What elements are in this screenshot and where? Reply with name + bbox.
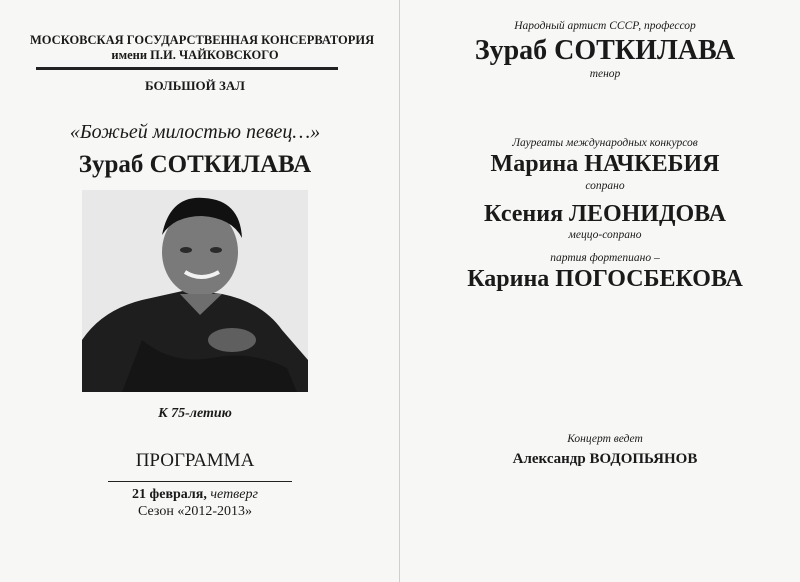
singer-photo (82, 190, 308, 392)
performer2-voice: меццо-сопрано (568, 229, 642, 241)
date-weekday: четверг (206, 487, 258, 502)
singer-title: Народный артист СССР, профессор (514, 20, 696, 32)
singer-name-right: Зураб СОТКИЛАВА (474, 35, 736, 66)
performer1-name: Марина НАЧКЕБИЯ (490, 151, 720, 177)
pianist-name: Карина ПОГОСБЕКОВА (467, 266, 743, 292)
institution-line1: МОСКОВСКАЯ ГОСУДАРСТВЕННАЯ КОНСЕРВАТОРИЯ (30, 33, 375, 47)
season: Сезон «2012-2013» (138, 504, 252, 519)
hall-name: БОЛЬШОЙ ЗАЛ (145, 78, 245, 93)
performer1-voice: сопрано (585, 180, 625, 192)
host-label: Концерт ведет (567, 433, 643, 445)
program-heading: ПРОГРАММА (135, 450, 255, 471)
concert-date (30, 487, 360, 503)
piano-part-label: партия фортепиано – (550, 252, 660, 264)
anniversary-note: К 75-летию (158, 406, 232, 421)
performer2-name: Ксения ЛЕОНИДОВА (484, 201, 726, 227)
institution-line2: имени П.И. ЧАЙКОВСКОГО (111, 48, 279, 62)
singer-voice: тенор (589, 68, 621, 80)
concert-quote: «Божьей милостью певец…» (69, 121, 321, 143)
right-page (400, 0, 800, 582)
date-rule (108, 481, 292, 482)
singer-name: Зураб СОТКИЛАВА (78, 151, 312, 178)
date-day: 21 февраля, (132, 487, 207, 502)
host-name: Александр ВОДОПЬЯНОВ (512, 451, 698, 467)
header-rule (36, 67, 338, 70)
laureates-label: Лауреаты международных конкурсов (512, 137, 698, 149)
